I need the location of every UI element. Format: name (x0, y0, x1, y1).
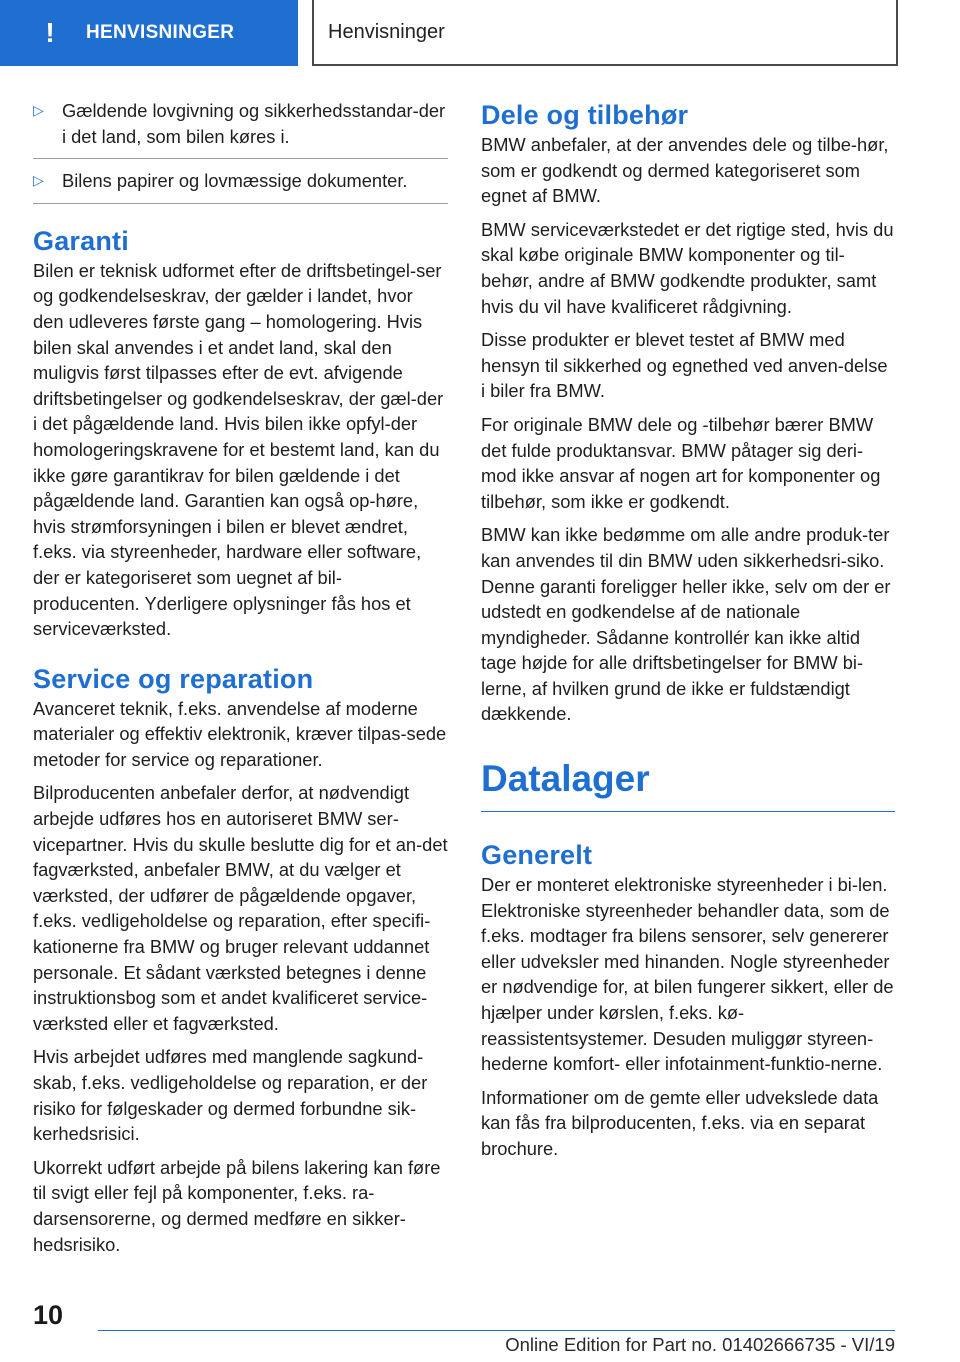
dele-paragraph: BMW serviceværkstedet er det rigtige sted, hvis du skal købe originale BMW komponenter og til-behør, andre af BMW godkendte produkter, samt hvis du vil have kvalificeret rådgivning. (481, 218, 894, 317)
dele-paragraph: For originale BMW dele og -tilbehør bærer BMW det fulde produktansvar. BMW påtager sig deri-mod ikke ansvar af nogen art for komponenter og tilbehør, som ikke er godkendt. (481, 413, 881, 512)
triangle-bullet-icon: ▷ (33, 172, 44, 189)
heading-generelt: Generelt (481, 840, 593, 871)
generelt-paragraph: Der er monteret elektroniske styreenheder i bi-len. Elektroniske styreenheder behandler data, som de f.eks. modtager fra bilens sensorer, selv genererer eller udveksler med hinanden. Nogle styreenheder er nødvendige for, at bilen fungerer sikkert, eller de hjælper under kørslen, f.eks. kø-reassistentsystemer. Desuden muliggør styreen-hederne komfort- eller infotainment-funktio-nerne. (481, 874, 894, 1075)
section-tab (312, 0, 898, 66)
dele-paragraph: Disse produkter er blevet testet af BMW med hensyn til sikkerhed og egnethed ved anven-delse i biler fra BMW. (481, 329, 888, 402)
heading-datalager: Datalager (481, 758, 650, 800)
page-number: 10 (33, 1300, 64, 1330)
bullet-text: Bilens papirer og lovmæssige dokumenter. (62, 170, 408, 192)
page-header (0, 0, 960, 66)
section-rule (481, 811, 895, 812)
chapter-tab (0, 0, 298, 66)
bullet-text: Gældende lovgivning og sikkerhedsstandar-der i det land, som bilen køres i. (62, 100, 446, 147)
heading-dele: Dele og tilbehør (481, 100, 689, 130)
bullet-list (33, 98, 448, 204)
warning-icon: ! (45, 17, 55, 48)
footer-rule (98, 1330, 895, 1331)
heading-garanti: Garanti (33, 225, 129, 256)
bullet-item (33, 98, 448, 159)
service-paragraph: Avanceret teknik, f.eks. anvendelse af moderne materialer og effektiv elektronik, kræver tilpas-sede metoder for service og reparationer. (33, 697, 447, 770)
right-column (481, 98, 895, 1170)
page-footer (0, 1296, 960, 1362)
edition-info: Online Edition for Part no. 01402666735 - VI/19 (505, 1334, 895, 1355)
heading-service: Service og reparation (33, 663, 314, 694)
service-paragraph: Ukorrekt udført arbejde på bilens lakering kan føre til svigt eller fejl på komponenter, f.eks. ra-darsensorerne, og dermed medføre en sikker-hedsrisiko. (33, 1156, 441, 1255)
service-paragraph: Hvis arbejdet udføres med manglende sagkund-skab, f.eks. vedligeholdelse og reparation, er der risiko for følgeskader og dermed forbundne sik-kerhedsrisici. (33, 1046, 428, 1145)
dele-paragraph: BMW kan ikke bedømme om alle andre produk-ter kan anvendes til din BMW uden sikkerhedsri-siko. Denne garanti foreligger heller ikke, selv om der er udstedt en godkendelse af de nationale myndigheder. Sådanne kontrollér kan ikke altid tage højde for alle driftsbetingelser for BMW bi-lerne, af hvilken grund de ikke er fuldstændigt dækkende. (481, 524, 891, 725)
section-title: Henvisninger (328, 20, 445, 43)
left-column (33, 98, 448, 1265)
generelt-paragraph: Informationer om de gemte eller udvekslede data kan fås fra bilproducenten, f.eks. via en separat brochure. (481, 1086, 879, 1159)
garanti-paragraph: Bilen er teknisk udformet efter de driftsbetingel-ser og godkendelseskrav, der gælder i landet, hvor den udleveres første gang – homologering. Hvis bilen skal anvendes i et andet land, skal den muligvis først tilpasses efter de evt. afvigende driftsbetingelser og godkendelseskrav, der gæl-der i det pågældende land. Hvis bilen ikke opfyl-der homologeringskravene for et bestemt land, kan du ikke gøre garantikrav for bilen gældende i det pågældende land. Garantien kan også op-høre, hvis strømforsyningen i bilen er blevet ændret, f.eks. via styreenheder, hardware eller software, der er kategoriseret som uegnet af bil-producenten. Yderligere oplysninger fås hos et serviceværksted. (33, 259, 444, 640)
chapter-title: HENVISNINGER (86, 22, 235, 43)
triangle-bullet-icon: ▷ (33, 102, 44, 118)
dele-paragraph: BMW anbefaler, at der anvendes dele og tilbe-hør, som er godkendt og dermed kategoriseret som egnet af BMW. (481, 134, 889, 207)
service-paragraph: Bilproducenten anbefaler derfor, at nødvendigt arbejde udføres hos en autoriseret BMW ser-vicepartner. Hvis du skulle beslutte dig for et an-det fagværksted, anbefaler BMW, at du vælger et værksted, der udfører de pågældende opgaver, f.eks. vedligeholdelse og reparation, efter specifi-kationerne fra BMW og bruger relevant uddannet personale. Et sådant værksted betegnes i denne instruktionsbog som et andet kvalificeret service-værksted eller et fagværksted. (33, 782, 448, 1034)
bullet-item (33, 168, 448, 204)
